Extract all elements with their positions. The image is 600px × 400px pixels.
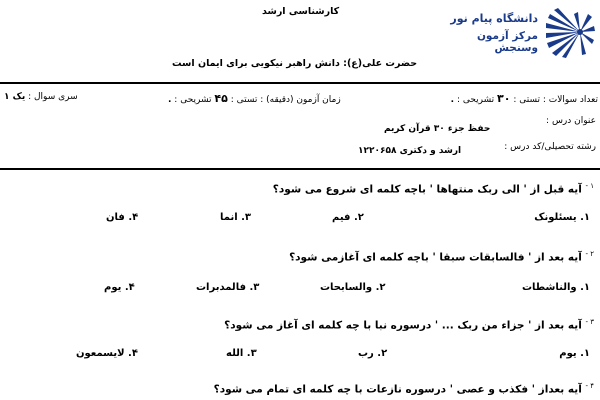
university-logo-icon [540, 6, 596, 58]
q3-option-3[interactable]: ۳. الله [226, 348, 257, 359]
course-title-label: عنوان درس : [546, 116, 596, 126]
series-value: یک ۱ [4, 92, 26, 102]
exam-level: کارشناسی ارشد [262, 6, 340, 17]
exam-center-name: مرکز آزمون وسنجش [476, 30, 538, 54]
q2-option-4[interactable]: ۴. یوم [104, 282, 135, 293]
descriptive-time-value: . [168, 95, 172, 105]
question-count-value: ۳۰ [497, 92, 511, 105]
info-divider [0, 168, 600, 170]
question-number: ۴ - [585, 382, 594, 390]
header-divider [0, 82, 600, 84]
q2-option-1[interactable]: ۱. والناشطات [521, 282, 590, 293]
question-number: ۱ - [585, 182, 594, 190]
field-code-value: ارشد و دکتری ۱۲۲۰۶۵۸ [358, 146, 462, 156]
q2-option-3[interactable]: ۳. فالمدبرات [196, 282, 260, 293]
question-text: آیه قبل از ' الی ربک منتهاها ' باچه کلمه ای شروع می شود؟ [272, 183, 582, 196]
exam-time-label: زمان آزمون (دقیقه) : تستی : [230, 95, 341, 105]
field-code-label: رشته تحصیلی/کد درس : [504, 142, 596, 152]
descriptive-time-label: تشریحی : [174, 95, 212, 105]
q1-option-3[interactable]: ۳. انما [220, 212, 252, 223]
question-3 [224, 318, 594, 332]
question-1 [273, 182, 594, 196]
question-count [451, 92, 598, 105]
question-4 [214, 382, 594, 396]
course-title-value: حفظ جزء ۳۰ قرآن کریم [384, 124, 491, 134]
question-count-label: تعداد سوالات : تستی : [513, 95, 598, 105]
question-number: ۲ - [585, 250, 594, 258]
question-text: آیه بعداز ' فکذب و عصی ' درسوره نازعات با چه کلمه ای تمام می شود؟ [213, 383, 582, 396]
series-label: سری سوال : [28, 92, 78, 102]
q3-option-4[interactable]: ۴. لایسمعون [76, 348, 138, 359]
q1-option-4[interactable]: ۴. فان [106, 212, 139, 223]
q3-option-2[interactable]: ۲. رب [358, 348, 388, 359]
exam-time-value: ۴۵ [214, 92, 228, 105]
q1-option-2[interactable]: ۲. فیم [332, 212, 364, 223]
q2-option-2[interactable]: ۲. والسابحات [320, 282, 386, 293]
question-number: ۳ - [585, 318, 594, 326]
university-name: دانشگاه پیام نور [450, 12, 538, 25]
question-2 [289, 250, 594, 264]
question-text: آیه بعد از ' جزاء من ربک ... ' درسوره نبا با چه کلمه ای آغاز می شود؟ [224, 319, 582, 332]
header-quote: حضرت علی(ع): دانش راهبر نیکویی برای ایمان است [172, 58, 418, 69]
descriptive-count-value: . [450, 95, 455, 105]
q1-option-1[interactable]: ۱. یسئلونک [534, 212, 590, 223]
exam-time [168, 92, 341, 105]
q3-option-1[interactable]: ۱. یوم [559, 348, 590, 359]
descriptive-count-label: تشریحی : [456, 95, 495, 105]
question-series [4, 92, 78, 102]
question-text: آیه بعد از ' فالسابقات سبقا ' باچه کلمه ای آغازمی شود؟ [289, 251, 582, 264]
